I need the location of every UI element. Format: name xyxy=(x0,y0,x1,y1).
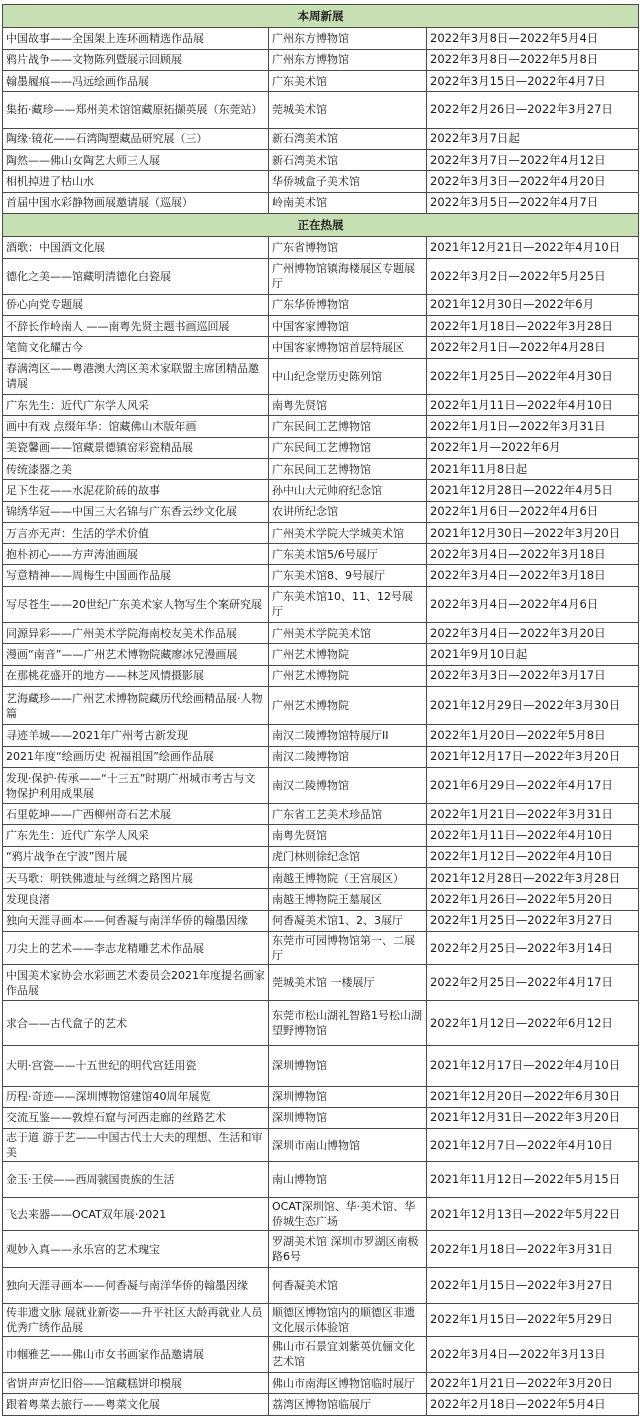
venue-cell: OCAT深圳馆、华·美术馆、华侨城生态广场 xyxy=(269,1198,427,1231)
date-range-cell: 2021年6月29日—2022年4月17日 xyxy=(427,767,639,803)
exhibition-name-cell: 写尽苍生——20世纪广东美术家人物写生个案研究展 xyxy=(3,586,269,622)
section-title: 本周新展 xyxy=(3,5,639,28)
date-range-cell: 2022年1月21日—2022年3月31日 xyxy=(427,804,639,825)
table-row xyxy=(3,316,639,337)
exhibition-name-cell: 刀尖上的艺术——李志龙精雕艺术作品展 xyxy=(3,932,269,965)
exhibition-name-cell: 2021年度“绘画历史 祝福祖国”绘画作品展 xyxy=(3,746,269,767)
date-range-cell: 2022年3月8日—2022年5月8日 xyxy=(427,49,639,70)
date-range-cell: 2022年1月18日—2022年3月31日 xyxy=(427,1231,639,1267)
venue-cell: 孙中山大元帅府纪念馆 xyxy=(269,480,427,501)
venue-cell: 华侨城盒子美术馆 xyxy=(269,171,427,192)
table-row xyxy=(3,932,639,965)
table-row xyxy=(3,171,639,192)
venue-cell: 南汉二陵博物馆 xyxy=(269,746,427,767)
exhibition-name-cell: 传非遗文脉 展就业新姿——升平社区大龄再就业人员优秀广绣作品展 xyxy=(3,1303,269,1336)
venue-cell: 东莞市可园博物馆第一、二展厅 xyxy=(269,932,427,965)
exhibition-name-cell: 不辞长作岭南人 ——南粤先贤主题书画巡回展 xyxy=(3,316,269,337)
venue-cell: 罗湖美术馆 深圳市罗湖区南极路6号 xyxy=(269,1231,427,1267)
table-row xyxy=(3,725,639,746)
venue-cell: 南越王博物院（王宫展区） xyxy=(269,868,427,889)
venue-cell: 南粤先贤馆 xyxy=(269,825,427,846)
table-row xyxy=(3,337,639,358)
exhibition-name-cell: 万言亦无声：生活的学术价值 xyxy=(3,522,269,543)
exhibition-name-cell: 石里乾坤——广西柳州奇石艺术展 xyxy=(3,804,269,825)
exhibition-name-cell: 中国故事——全国架上连环画精选作品展 xyxy=(3,28,269,49)
exhibition-name-cell: 发现良渚 xyxy=(3,889,269,910)
venue-cell: 南越王博物院王墓展区 xyxy=(269,889,427,910)
exhibition-name-cell: 金玉·王侯——西周虢国贵族的生活 xyxy=(3,1162,269,1198)
table-row xyxy=(3,746,639,767)
table-row xyxy=(3,868,639,889)
exhibition-name-cell: 足下生花——水泥花阶砖的故事 xyxy=(3,480,269,501)
venue-cell: 虎门林则徐纪念馆 xyxy=(269,846,427,867)
date-range-cell: 2021年12月20日—2022年6月30日 xyxy=(427,1086,639,1107)
table-row xyxy=(3,586,639,622)
date-range-cell: 2022年3月4日—2022年3月20日 xyxy=(427,623,639,644)
date-range-cell: 2021年9月10日起 xyxy=(427,644,639,665)
date-range-cell: 2022年1月20日—2022年5月8日 xyxy=(427,725,639,746)
exhibition-name-cell: 广东先生：近代广东学人风采 xyxy=(3,394,269,415)
exhibition-name-cell: 中国美术家协会水彩画艺术委员会2021年度提名画家作品展 xyxy=(3,965,269,1001)
table-row xyxy=(3,358,639,394)
date-range-cell: 2022年1月1日—2022年3月31日 xyxy=(427,416,639,437)
date-range-cell: 2021年12月31日—2022年3月20日 xyxy=(427,1107,639,1128)
venue-cell: 新石湾美术馆 xyxy=(269,149,427,170)
table-row xyxy=(3,237,639,258)
venue-cell: 南粤先贤馆 xyxy=(269,394,427,415)
venue-cell: 广东民间工艺博物馆 xyxy=(269,416,427,437)
table-row xyxy=(3,49,639,70)
table-row xyxy=(3,889,639,910)
venue-cell: 何香凝美术馆 xyxy=(269,1267,427,1303)
date-range-cell: 2021年12月28日—2022年4月5日 xyxy=(427,480,639,501)
venue-cell: 南山博物馆 xyxy=(269,1162,427,1198)
venue-cell: 中国客家博物馆 xyxy=(269,316,427,337)
date-range-cell: 2021年12月30日—2022年3月20日 xyxy=(427,522,639,543)
venue-cell: 深圳博物馆 xyxy=(269,1107,427,1128)
venue-cell: 东莞市松山湖礼智路1号松山湖望野博物馆 xyxy=(269,1001,427,1046)
date-range-cell: 2022年3月4日—2022年4月6日 xyxy=(427,586,639,622)
venue-cell: 莞城美术馆 一楼展厅 xyxy=(269,965,427,1001)
venue-cell: 岭南美术馆 xyxy=(269,192,427,213)
table-row xyxy=(3,804,639,825)
exhibition-name-cell: 陶缘·镜花——石湾陶塑藏品研究展（三） xyxy=(3,128,269,149)
section-title: 正在热展 xyxy=(3,213,639,236)
venue-cell: 广州东方博物馆 xyxy=(269,49,427,70)
exhibition-name-cell: 历程·奇迹——深圳博物馆建馆40周年展览 xyxy=(3,1086,269,1107)
venue-cell: 佛山市石景宜刘紫英伉俪文化艺术馆 xyxy=(269,1336,427,1372)
exhibition-name-cell: 集拓·藏珍——郑州美术馆馆藏原拓撷英展（东莞站） xyxy=(3,92,269,128)
table-row xyxy=(3,1001,639,1046)
exhibition-name-cell: 观妙入真——永乐宫的艺术瑰宝 xyxy=(3,1231,269,1267)
date-range-cell: 2022年3月2日—2022年5月25日 xyxy=(427,258,639,294)
venue-cell: 广州艺术博物院 xyxy=(269,644,427,665)
exhibition-name-cell: 跟着粤菜去旅行——粤菜文化展 xyxy=(3,1394,269,1416)
venue-cell: 广东华侨博物馆 xyxy=(269,294,427,315)
exhibition-name-cell: 省饼声声忆旧俗——馆藏糕饼印模展 xyxy=(3,1373,269,1394)
date-range-cell: 2022年2月18日—2022年5月4日 xyxy=(427,1394,639,1416)
table-row xyxy=(3,258,639,294)
date-range-cell: 2022年2月25日—2022年3月14日 xyxy=(427,932,639,965)
table-row xyxy=(3,1303,639,1336)
venue-cell: 广东美术馆8、9号展厅 xyxy=(269,565,427,586)
exhibition-name-cell: 春满湾区——粤港澳大湾区美术家联盟主席团精品邀请展 xyxy=(3,358,269,394)
date-range-cell: 2021年11月8日起 xyxy=(427,458,639,479)
date-range-cell: 2021年12月17日—2022年4月10日 xyxy=(427,1046,639,1086)
exhibition-name-cell: 笔简文化耀古今 xyxy=(3,337,269,358)
venue-cell: 广东民间工艺博物馆 xyxy=(269,437,427,458)
date-range-cell: 2022年2月1日—2022年4月28日 xyxy=(427,337,639,358)
venue-cell: 深圳博物馆 xyxy=(269,1046,427,1086)
exhibition-name-cell: 艺海藏珍——广州艺术博物院藏历代绘画精品展·人物篇 xyxy=(3,686,269,724)
date-range-cell: 2022年1月11日—2022年4月10日 xyxy=(427,825,639,846)
venue-cell: 广东省工艺美术珍品馆 xyxy=(269,804,427,825)
date-range-cell: 2021年12月21日—2022年4月10日 xyxy=(427,237,639,258)
table-row xyxy=(3,71,639,92)
venue-cell: 广东美术馆5/6号展厅 xyxy=(269,544,427,565)
venue-cell: 南汉二陵博物馆 xyxy=(269,767,427,803)
exhibition-name-cell: 德化之美——馆藏明清德化白瓷展 xyxy=(3,258,269,294)
venue-cell: 南汉二陵博物馆特展厅II xyxy=(269,725,427,746)
exhibition-name-cell: 美瓷馨画——馆藏景德镇窑彩瓷精品展 xyxy=(3,437,269,458)
table-row xyxy=(3,1394,639,1416)
exhibition-name-cell: 广东先生：近代广东学人风采 xyxy=(3,825,269,846)
venue-cell: 广州美术学院大学城美术馆 xyxy=(269,522,427,543)
venue-cell: 广东省博物馆 xyxy=(269,237,427,258)
venue-cell: 广州艺术博物院 xyxy=(269,665,427,686)
table-row xyxy=(3,128,639,149)
date-range-cell: 2022年1月15日—2022年5月29日 xyxy=(427,1303,639,1336)
table-row xyxy=(3,1162,639,1198)
table-row xyxy=(3,767,639,803)
date-range-cell: 2021年11月12日—2022年5月15日 xyxy=(427,1162,639,1198)
venue-cell: 广东美术馆 xyxy=(269,71,427,92)
table-row xyxy=(3,965,639,1001)
exhibition-name-cell: 抱朴初心——方声涛油画展 xyxy=(3,544,269,565)
exhibition-name-cell: 传统漆器之美 xyxy=(3,458,269,479)
venue-cell: 深圳市南山博物馆 xyxy=(269,1129,427,1162)
date-range-cell: 2022年3月4日—2022年3月18日 xyxy=(427,565,639,586)
venue-cell: 新石湾美术馆 xyxy=(269,128,427,149)
date-range-cell: 2022年1月12日—2022年4月10日 xyxy=(427,846,639,867)
venue-cell: 广东民间工艺博物馆 xyxy=(269,458,427,479)
venue-cell: 中国客家博物馆首层特展区 xyxy=(269,337,427,358)
exhibition-name-cell: “鸦片战争在宁波”图片展 xyxy=(3,846,269,867)
date-range-cell: 2022年3月3日—2022年3月17日 xyxy=(427,665,639,686)
date-range-cell: 2021年12月28日—2022年3月28日 xyxy=(427,868,639,889)
date-range-cell: 2022年1月6日—2022年4月6日 xyxy=(427,501,639,522)
exhibition-name-cell: 同源异彩——广州美术学院海南校友美术作品展 xyxy=(3,623,269,644)
table-row xyxy=(3,665,639,686)
table-row xyxy=(3,416,639,437)
section-header-row xyxy=(3,5,639,28)
exhibition-name-cell: 交流互鉴——敦煌石窟与河西走廊的丝路艺术 xyxy=(3,1107,269,1128)
table-row xyxy=(3,544,639,565)
exhibition-name-cell: 首届中国水彩静物画展邀请展（巡展） xyxy=(3,192,269,213)
venue-cell: 广州东方博物馆 xyxy=(269,28,427,49)
table-row xyxy=(3,1373,639,1394)
table-row xyxy=(3,28,639,49)
table-row xyxy=(3,910,639,931)
table-row xyxy=(3,394,639,415)
venue-cell: 广州美术学院美术馆 xyxy=(269,623,427,644)
date-range-cell: 2021年12月17日—2022年3月20日 xyxy=(427,746,639,767)
table-row xyxy=(3,1231,639,1267)
date-range-cell: 2022年1月18日—2022年3月28日 xyxy=(427,316,639,337)
date-range-cell: 2022年2月26日—2022年3月27日 xyxy=(427,92,639,128)
date-range-cell: 2022年1月—2022年6月 xyxy=(427,437,639,458)
exhibition-name-cell: 求合——古代盒子的艺术 xyxy=(3,1001,269,1046)
exhibition-name-cell: 大明·宫瓷——十五世纪的明代宫廷用瓷 xyxy=(3,1046,269,1086)
table-row xyxy=(3,623,639,644)
date-range-cell: 2022年3月15日—2022年4月7日 xyxy=(427,71,639,92)
venue-cell: 深圳博物馆 xyxy=(269,1086,427,1107)
venue-cell: 中山纪念堂历史陈列馆 xyxy=(269,358,427,394)
table-row xyxy=(3,1336,639,1372)
venue-cell: 佛山市南海区博物馆临时展厅 xyxy=(269,1373,427,1394)
venue-cell: 莞城美术馆 xyxy=(269,92,427,128)
table-row xyxy=(3,846,639,867)
table-row xyxy=(3,1046,639,1086)
date-range-cell: 2022年1月26日—2022年5月20日 xyxy=(427,889,639,910)
exhibition-name-cell: 侨心向党专题展 xyxy=(3,294,269,315)
table-row xyxy=(3,565,639,586)
venue-cell: 何香凝美术馆1、2、3展厅 xyxy=(269,910,427,931)
exhibition-name-cell: 鸦片战争——文物陈列暨展示回顾展 xyxy=(3,49,269,70)
exhibition-name-cell: 巾帼雅艺——佛山市女书画家作品邀请展 xyxy=(3,1336,269,1372)
exhibition-name-cell: 画中有戏 点缀年华：馆藏佛山木版年画 xyxy=(3,416,269,437)
exhibition-table xyxy=(2,4,639,1416)
table-row xyxy=(3,192,639,213)
exhibition-name-cell: 寻迹羊城——2021年广州考古新发现 xyxy=(3,725,269,746)
table-row xyxy=(3,644,639,665)
table-row xyxy=(3,1267,639,1303)
exhibition-name-cell: 天马歌：明铁佛遗址与丝绸之路图片展 xyxy=(3,868,269,889)
date-range-cell: 2022年3月5日—2022年4月7日 xyxy=(427,192,639,213)
table-row xyxy=(3,1107,639,1128)
venue-cell: 顺德区博物馆内的顺德区非遗文化展示体验馆 xyxy=(269,1303,427,1336)
table-row xyxy=(3,437,639,458)
date-range-cell: 2022年1月25日—2022年4月30日 xyxy=(427,358,639,394)
venue-cell: 广州艺术博物院 xyxy=(269,686,427,724)
date-range-cell: 2022年2月25日—2022年4月17日 xyxy=(427,965,639,1001)
date-range-cell: 2022年1月25日—2022年3月27日 xyxy=(427,910,639,931)
venue-cell: 农讲所纪念馆 xyxy=(269,501,427,522)
date-range-cell: 2022年3月4日—2022年3月13日 xyxy=(427,1336,639,1372)
date-range-cell: 2022年1月15日—2022年3月27日 xyxy=(427,1267,639,1303)
exhibition-name-cell: 写意精神——周梅生中国画作品展 xyxy=(3,565,269,586)
exhibition-name-cell: 锦绣华冠——中国三大名锦与广东香云纱文化展 xyxy=(3,501,269,522)
date-range-cell: 2022年1月12日—2022年6月12日 xyxy=(427,1001,639,1046)
date-range-cell: 2021年12月29日—2022年3月30日 xyxy=(427,686,639,724)
table-row xyxy=(3,1129,639,1162)
table-row xyxy=(3,501,639,522)
date-range-cell: 2022年3月7日起 xyxy=(427,128,639,149)
exhibition-name-cell: 飞去来器——OCAT双年展·2021 xyxy=(3,1198,269,1231)
date-range-cell: 2022年3月4日—2022年3月18日 xyxy=(427,544,639,565)
table-row xyxy=(3,480,639,501)
table-row xyxy=(3,149,639,170)
table-row xyxy=(3,294,639,315)
venue-cell: 广州博物馆镇海楼展区专题展厅 xyxy=(269,258,427,294)
table-row xyxy=(3,522,639,543)
exhibition-name-cell: 陶然——佛山女陶艺大师三人展 xyxy=(3,149,269,170)
exhibition-name-cell: 发现·保护·传承——“十三五”时期广州城市考古与文物保护利用成果展 xyxy=(3,767,269,803)
exhibition-name-cell: 相机掉进了枯山水 xyxy=(3,171,269,192)
date-range-cell: 2022年3月7日—2022年4月12日 xyxy=(427,149,639,170)
table-row xyxy=(3,1086,639,1107)
venue-cell: 广东美术馆10、11、12号展厅 xyxy=(269,586,427,622)
date-range-cell: 2022年1月11日—2022年4月10日 xyxy=(427,394,639,415)
table-row xyxy=(3,458,639,479)
exhibition-name-cell: 志于道 游于艺——中国古代士大夫的理想、生活和审美 xyxy=(3,1129,269,1162)
table-row xyxy=(3,1198,639,1231)
table-row xyxy=(3,825,639,846)
exhibition-name-cell: 漫画“南音”——广州艺术博物院藏廖冰兄漫画展 xyxy=(3,644,269,665)
venue-cell: 荔湾区博物馆临展厅 xyxy=(269,1394,427,1416)
exhibition-name-cell: 翰墨履痕——冯远绘画作品展 xyxy=(3,71,269,92)
date-range-cell: 2021年12月7日—2022年4月10日 xyxy=(427,1129,639,1162)
date-range-cell: 2022年1月21日—2022年3月20日 xyxy=(427,1373,639,1394)
date-range-cell: 2021年12月13日—2022年5月22日 xyxy=(427,1198,639,1231)
exhibition-name-cell: 独向天涯寻画本——何香凝与南洋华侨的翰墨因缘 xyxy=(3,1267,269,1303)
section-header-row xyxy=(3,213,639,236)
exhibition-name-cell: 独向天涯寻画本——何香凝与南洋华侨的翰墨因缘 xyxy=(3,910,269,931)
date-range-cell: 2022年3月8日—2022年5月4日 xyxy=(427,28,639,49)
exhibition-name-cell: 在那桃花盛开的地方——林芝风情摄影展 xyxy=(3,665,269,686)
table-row xyxy=(3,92,639,128)
table-row xyxy=(3,686,639,724)
date-range-cell: 2021年12月30日—2022年6月 xyxy=(427,294,639,315)
date-range-cell: 2022年3月3日—2022年4月20日 xyxy=(427,171,639,192)
exhibition-name-cell: 酒歌：中国酒文化展 xyxy=(3,237,269,258)
